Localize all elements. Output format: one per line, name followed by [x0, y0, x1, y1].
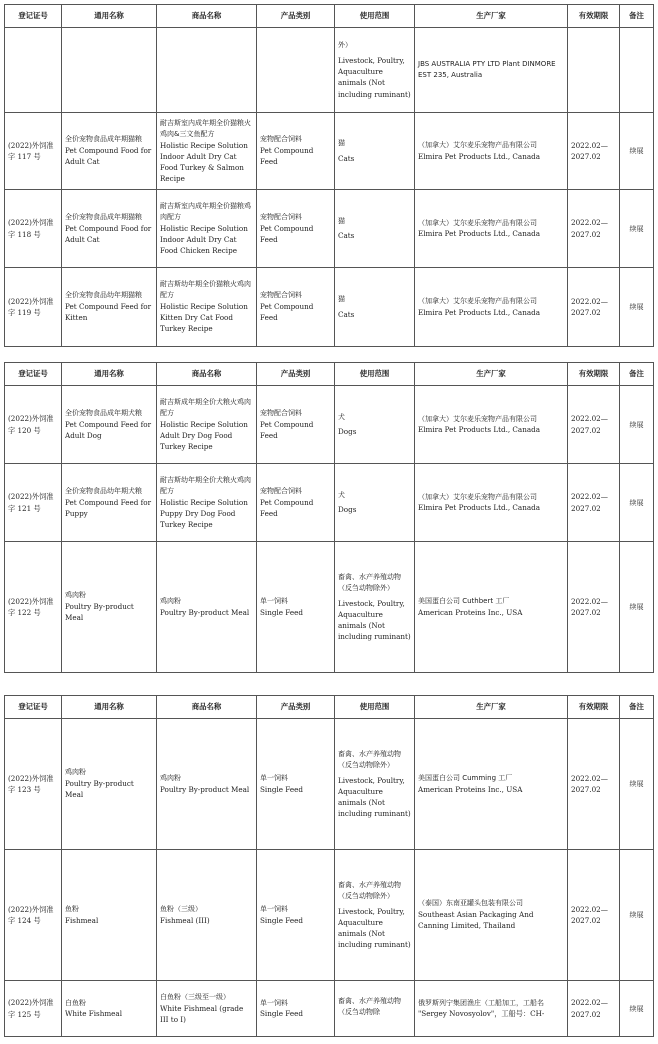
manufacturer-cell [415, 386, 568, 464]
trade-line-secondary: Fishmeal (III) [160, 915, 210, 925]
scope-line-primary: 畜禽、水产养殖动物（反刍动物除外） [338, 572, 401, 592]
header-trade-name: 商品名称 [157, 5, 257, 28]
header-category: 产品类别 [257, 696, 335, 719]
generic-name-cell [62, 981, 157, 1037]
reg-no-cell [5, 28, 62, 113]
generic-line-secondary: White Fishmeal [65, 1009, 122, 1019]
trade-line-secondary: Poultry By-product Meal [160, 784, 250, 794]
reg-no-cell [5, 719, 62, 850]
table-row [5, 28, 654, 113]
header-note: 备注 [620, 5, 654, 28]
reg-line-secondary: 字 118 号 [8, 229, 41, 239]
generic-line-primary: 白鱼粉 [65, 998, 86, 1007]
category-line-secondary: Pet Compound Feed [260, 419, 314, 440]
maker-line-secondary: American Proteins Inc., USA [418, 784, 523, 794]
generic-name-cell [62, 28, 157, 113]
trade-name-cell [157, 28, 257, 113]
maker-line-secondary: Elmira Pet Products Ltd., Canada [418, 503, 541, 513]
reg-line-secondary: 字 122 号 [8, 608, 41, 617]
trade-name-cell [157, 268, 257, 347]
note-text: 续展 [629, 780, 644, 789]
category-cell [257, 850, 335, 981]
category-cell [257, 190, 335, 268]
generic-line-primary: 全价宠物食品幼年期猫粮 [65, 291, 142, 300]
header-validity: 有效期限 [568, 363, 620, 386]
scope-line-primary: 猫 [338, 216, 345, 225]
scope-cell [335, 268, 415, 347]
generic-line-secondary: Pet Compound Feed for Adult Dog [65, 419, 152, 440]
trade-line-primary: 耐吉斯成年期全价犬粮火鸡肉配方 [160, 397, 251, 417]
reg-line-primary: (2022)外饲准 [8, 296, 54, 306]
manufacturer-cell [415, 719, 568, 850]
reg-no-cell [5, 268, 62, 347]
header-reg-no: 登记证号 [5, 5, 62, 28]
maker-line-secondary: Elmira Pet Products Ltd., Canada [418, 425, 541, 435]
validity-cell [568, 268, 620, 347]
reg-line-primary: (2022)外饲准 [8, 998, 54, 1008]
validity-cell [568, 542, 620, 673]
trade-name-cell [157, 981, 257, 1037]
trade-line-primary: 耐吉斯幼年期全价猫粮火鸡肉配方 [160, 280, 251, 300]
reg-line-secondary: 字 119 号 [8, 308, 41, 317]
reg-line-primary: (2022)外饲准 [8, 414, 54, 424]
table-row [5, 719, 654, 850]
validity-line-primary: 2022.02— [571, 904, 608, 914]
maker-line-primary: （加拿大）艾尔麦乐宠物产品有限公司 [418, 141, 537, 149]
maker-line-primary: 美国蛋白公司 Cuthbert 工厂 [418, 597, 510, 605]
note-text: 续展 [629, 420, 644, 429]
header-validity: 有效期限 [568, 5, 620, 28]
scope-line-secondary: Dogs [338, 427, 357, 437]
scope-cell [335, 542, 415, 673]
note-cell [620, 113, 654, 190]
scope-line-secondary: Dogs [338, 505, 357, 515]
category-line-secondary: Single Feed [260, 607, 303, 617]
category-cell [257, 542, 335, 673]
reg-line-secondary: 字 125 号 [8, 1009, 41, 1019]
validity-cell [568, 981, 620, 1037]
reg-line-primary: (2022)外饲准 [8, 140, 54, 150]
maker-line-primary: （加拿大）艾尔麦乐宠物产品有限公司 [418, 414, 537, 423]
category-line-primary: 宠物配合饲料 [260, 486, 302, 495]
maker-line-primary: （加拿大）艾尔麦乐宠物产品有限公司 [418, 492, 537, 501]
manufacturer-cell [415, 850, 568, 981]
scope-cell [335, 850, 415, 981]
reg-line-secondary: 字 121 号 [8, 503, 41, 513]
category-cell [257, 28, 335, 113]
note-cell [620, 719, 654, 850]
trade-line-primary: 耐吉斯室内成年期全价猫粮鸡肉配方 [160, 201, 251, 221]
generic-name-cell [62, 542, 157, 673]
table-row [5, 190, 654, 268]
trade-line-primary: 白鱼粉（三级至一级） [160, 992, 230, 1001]
table-row [5, 268, 654, 347]
reg-no-cell [5, 981, 62, 1037]
registration-table-2 [4, 362, 654, 673]
header-generic-name: 通用名称 [62, 696, 157, 719]
manufacturer-cell [415, 268, 568, 347]
note-cell [620, 464, 654, 542]
reg-no-cell [5, 542, 62, 673]
header-scope: 使用范围 [335, 696, 415, 719]
validity-cell [568, 190, 620, 268]
trade-name-cell [157, 542, 257, 673]
trade-line-primary: 耐吉斯室内成年期全价猫粮火鸡肉&三文鱼配方 [160, 118, 251, 138]
validity-line-secondary: 2027.02 [571, 503, 601, 513]
scope-line-secondary: Livestock, Poultry, Aquaculture animals (Not including ruminant) [338, 906, 411, 949]
registration-table-3 [4, 695, 654, 1037]
reg-no-cell [5, 850, 62, 981]
trade-line-secondary: Holistic Recipe Solution Adult Dry Dog Food Turkey Recipe [160, 419, 248, 451]
reg-no-cell [5, 464, 62, 542]
validity-cell [568, 386, 620, 464]
note-text: 续展 [629, 911, 644, 920]
generic-name-cell [62, 464, 157, 542]
scope-line-primary: 畜禽、水产养殖动物（反刍动物除外） [338, 880, 401, 900]
scope-line-primary: 畜禽、水产养殖动物（反刍动物除 [338, 996, 401, 1016]
reg-line-primary: (2022)外饲准 [8, 596, 54, 606]
generic-line-secondary: Poultry By-product Meal [65, 779, 134, 800]
header-reg-no: 登记证号 [5, 363, 62, 386]
note-cell [620, 190, 654, 268]
manufacturer-cell [415, 28, 568, 113]
trade-line-primary: 鸡肉粉 [160, 597, 181, 605]
validity-line-primary: 2022.02— [571, 296, 608, 306]
scope-line-secondary: Livestock, Poultry, Aquaculture animals (Not including ruminant) [338, 598, 411, 641]
reg-line-secondary: 字 117 号 [8, 152, 41, 161]
maker-line-secondary: American Proteins Inc., USA [418, 607, 523, 617]
generic-name-cell [62, 113, 157, 190]
header-note: 备注 [620, 363, 654, 386]
maker-line-secondary: Southeast Asian Packaging And Canning Limited, Thailand [418, 910, 534, 931]
validity-line-secondary: 2027.02 [571, 229, 601, 239]
validity-line-secondary: 2027.02 [571, 785, 601, 794]
scope-cell [335, 386, 415, 464]
generic-line-primary: 全价宠物食品成年期犬粮 [65, 408, 142, 417]
maker-line-primary: 美国蛋白公司 Cumming 工厂 [418, 774, 513, 782]
trade-name-cell [157, 464, 257, 542]
reg-line-secondary: 字 120 号 [8, 425, 41, 435]
header-generic-name: 通用名称 [62, 5, 157, 28]
validity-cell [568, 28, 620, 113]
trade-name-cell [157, 719, 257, 850]
category-cell [257, 268, 335, 347]
validity-line-secondary: 2027.02 [571, 425, 601, 435]
validity-line-secondary: 2027.02 [571, 308, 601, 317]
table-header-row [5, 5, 654, 28]
header-category: 产品类别 [257, 5, 335, 28]
scope-line-primary: 猫 [338, 295, 345, 303]
maker-line-primary: JBS AUSTRALIA PTY LTD Plant DINMORE EST 235, Australia [418, 60, 556, 79]
table-row [5, 113, 654, 190]
scope-cell [335, 190, 415, 268]
header-manufacturer: 生产厂家 [415, 363, 568, 386]
maker-line-primary: （泰国）东南亚罐头包装有限公司 [418, 899, 523, 908]
reg-no-cell [5, 386, 62, 464]
validity-line-primary: 2022.02— [571, 218, 608, 228]
scope-line-secondary: Livestock, Poultry, Aquaculture animals (Not including ruminant) [338, 56, 411, 99]
scope-cell [335, 981, 415, 1037]
category-line-primary: 宠物配合饲料 [260, 212, 302, 221]
manufacturer-cell [415, 542, 568, 673]
registration-table-1 [4, 4, 654, 347]
maker-line-secondary: "Sergey Novosyolov"，工船号：CH- [418, 1009, 545, 1019]
table-row [5, 981, 654, 1037]
generic-line-secondary: Pet Compound Food for Adult Cat [65, 146, 152, 167]
reg-line-primary: (2022)外饲准 [8, 218, 54, 228]
category-line-secondary: Pet Compound Feed [260, 146, 314, 167]
table-row [5, 542, 654, 673]
validity-line-primary: 2022.02— [571, 773, 608, 783]
scope-line-primary: 犬 [338, 412, 345, 421]
header-reg-no: 登记证号 [5, 696, 62, 719]
validity-line-secondary: 2027.02 [571, 608, 601, 617]
validity-line-primary: 2022.02— [571, 998, 608, 1008]
category-cell [257, 719, 335, 850]
category-line-secondary: Single Feed [260, 784, 303, 794]
header-category: 产品类别 [257, 363, 335, 386]
validity-cell [568, 850, 620, 981]
trade-name-cell [157, 113, 257, 190]
validity-line-primary: 2022.02— [571, 140, 608, 150]
category-line-primary: 宠物配合饲料 [260, 291, 302, 300]
category-line-secondary: Pet Compound Feed [260, 302, 314, 323]
scope-line-primary: 外） [338, 41, 352, 50]
header-validity: 有效期限 [568, 696, 620, 719]
scope-cell [335, 113, 415, 190]
note-cell [620, 386, 654, 464]
scope-cell [335, 719, 415, 850]
trade-name-cell [157, 190, 257, 268]
generic-line-secondary: Pet Compound Food for Adult Cat [65, 223, 152, 244]
note-text: 续展 [629, 1004, 644, 1013]
maker-line-secondary: Elmira Pet Products Ltd., Canada [418, 229, 541, 239]
scope-line-secondary: Cats [338, 153, 355, 163]
scope-line-primary: 畜禽、水产养殖动物（反刍动物除外） [338, 749, 401, 769]
table-row [5, 464, 654, 542]
note-text: 续展 [629, 147, 644, 156]
manufacturer-cell [415, 464, 568, 542]
note-text: 续展 [629, 498, 644, 507]
note-cell [620, 542, 654, 673]
reg-line-primary: (2022)外饲准 [8, 904, 54, 914]
validity-line-primary: 2022.02— [571, 492, 608, 502]
header-manufacturer: 生产厂家 [415, 5, 568, 28]
generic-line-primary: 全价宠物食品幼年期犬粮 [65, 486, 142, 495]
category-cell [257, 464, 335, 542]
header-note: 备注 [620, 696, 654, 719]
validity-cell [568, 719, 620, 850]
category-line-secondary: Pet Compound Feed [260, 223, 314, 244]
generic-name-cell [62, 386, 157, 464]
trade-line-secondary: Holistic Recipe Solution Indoor Adult Dry Cat Food Chicken Recipe [160, 223, 248, 255]
category-line-secondary: Single Feed [260, 915, 303, 925]
maker-line-secondary: Elmira Pet Products Ltd., Canada [418, 307, 541, 317]
validity-cell [568, 113, 620, 190]
generic-name-cell [62, 190, 157, 268]
scope-line-secondary: Cats [338, 231, 355, 241]
category-cell [257, 386, 335, 464]
generic-line-primary: 全价宠物食品成年期猫粮 [65, 212, 142, 221]
generic-line-primary: 全价宠物食品成年期猫粮 [65, 135, 142, 144]
validity-line-secondary: 2027.02 [571, 152, 601, 161]
note-cell [620, 268, 654, 347]
note-cell [620, 981, 654, 1037]
reg-line-secondary: 字 124 号 [8, 916, 41, 925]
trade-line-primary: 鸡肉粉 [160, 774, 181, 782]
reg-no-cell [5, 190, 62, 268]
validity-line-secondary: 2027.02 [571, 916, 601, 925]
category-line-primary: 单一饲料 [260, 774, 288, 782]
scope-cell [335, 464, 415, 542]
category-line-secondary: Single Feed [260, 1009, 303, 1019]
table-header-row [5, 363, 654, 386]
trade-line-secondary: Poultry By-product Meal [160, 607, 250, 617]
scope-line-secondary: Cats [338, 309, 355, 319]
line-gap [338, 1017, 411, 1021]
scope-line-primary: 猫 [338, 139, 345, 147]
trade-line-primary: 鱼粉（三级） [160, 905, 202, 913]
reg-line-primary: (2022)外饲准 [8, 773, 54, 783]
table-row [5, 850, 654, 981]
header-trade-name: 商品名称 [157, 363, 257, 386]
reg-line-secondary: 字 123 号 [8, 785, 41, 794]
category-line-primary: 单一饲料 [260, 998, 288, 1007]
category-line-primary: 宠物配合饲料 [260, 135, 302, 144]
generic-line-primary: 鸡肉粉 [65, 591, 86, 600]
category-line-primary: 宠物配合饲料 [260, 408, 302, 417]
scope-cell [335, 28, 415, 113]
maker-line-primary: （加拿大）艾尔麦乐宠物产品有限公司 [418, 297, 537, 305]
maker-line-primary: 俄罗斯列宁集团渔庄（工船加工，工船名 [418, 998, 544, 1007]
table-row [5, 386, 654, 464]
maker-line-secondary: Elmira Pet Products Ltd., Canada [418, 151, 541, 161]
note-text: 续展 [629, 224, 644, 233]
manufacturer-cell [415, 981, 568, 1037]
category-cell [257, 113, 335, 190]
validity-cell [568, 464, 620, 542]
generic-name-cell [62, 850, 157, 981]
reg-line-primary: (2022)外饲准 [8, 492, 54, 502]
note-text: 续展 [629, 303, 644, 312]
generic-line-secondary: Pet Compound Feed for Puppy [65, 497, 152, 518]
category-line-primary: 单一饲料 [260, 597, 288, 605]
validity-line-secondary: 2027.02 [571, 1009, 601, 1019]
scope-line-primary: 犬 [338, 490, 345, 499]
generic-name-cell [62, 268, 157, 347]
trade-line-secondary: White Fishmeal (grade III to I) [160, 1003, 244, 1024]
trade-line-secondary: Holistic Recipe Solution Kitten Dry Cat Food Turkey Recipe [160, 302, 248, 334]
manufacturer-cell [415, 190, 568, 268]
header-scope: 使用范围 [335, 363, 415, 386]
category-cell [257, 981, 335, 1037]
generic-line-secondary: Poultry By-product Meal [65, 602, 134, 623]
category-line-secondary: Pet Compound Feed [260, 497, 314, 518]
generic-line-secondary: Fishmeal [65, 915, 99, 925]
table-header-row [5, 696, 654, 719]
header-manufacturer: 生产厂家 [415, 696, 568, 719]
generic-line-primary: 鱼粉 [65, 905, 79, 913]
note-cell [620, 850, 654, 981]
generic-line-secondary: Pet Compound Feed for Kitten [65, 302, 152, 323]
trade-line-secondary: Holistic Recipe Solution Indoor Adult Dry Cat Food Turkey & Salmon Recipe [160, 140, 248, 183]
manufacturer-cell [415, 113, 568, 190]
note-text: 续展 [629, 603, 644, 612]
scope-line-secondary: Livestock, Poultry, Aquaculture animals (Not including ruminant) [338, 775, 411, 818]
category-line-primary: 单一饲料 [260, 905, 288, 913]
reg-no-cell [5, 113, 62, 190]
maker-line-primary: （加拿大）艾尔麦乐宠物产品有限公司 [418, 218, 537, 227]
trade-line-secondary: Holistic Recipe Solution Puppy Dry Dog Food Turkey Recipe [160, 497, 248, 529]
validity-line-primary: 2022.02— [571, 596, 608, 606]
trade-line-primary: 耐吉斯幼年期全价犬粮火鸡肉配方 [160, 475, 251, 495]
header-trade-name: 商品名称 [157, 696, 257, 719]
note-cell [620, 28, 654, 113]
header-generic-name: 通用名称 [62, 363, 157, 386]
generic-line-primary: 鸡肉粉 [65, 768, 86, 777]
trade-name-cell [157, 386, 257, 464]
trade-name-cell [157, 850, 257, 981]
validity-line-primary: 2022.02— [571, 414, 608, 424]
header-scope: 使用范围 [335, 5, 415, 28]
generic-name-cell [62, 719, 157, 850]
